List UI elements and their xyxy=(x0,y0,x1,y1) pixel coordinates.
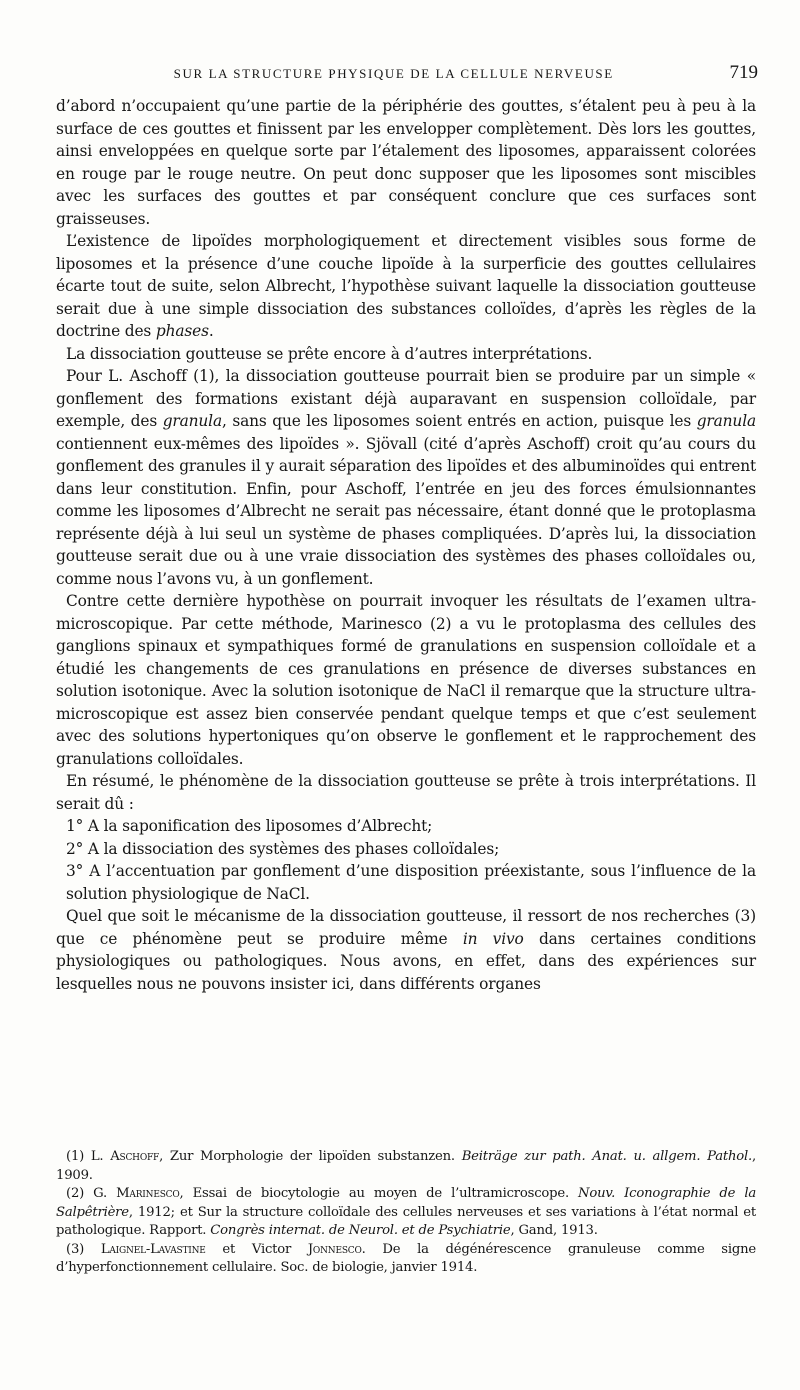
paragraph: Contre cette dernière hypothèse on pourrait invoquer les résultats de l’examen ultra-microscopique. Par cette méthode, Marinesco (2) a vu le protoplasma des cellules des ganglions spinaux et sympathiques formé de granulations en suspension colloïdale et a étudié les changements de ces granulations en présence de diverses substances en solution isotonique. Avec la solution isotonique de NaCl il remarque que la structure ultra-microscopique est assez bien conservée pendant quelque temps et que c’est seulement avec des solutions hypertoniques qu’on observe le gonflement et le rapprochement des granulations colloïdales. xyxy=(56,592,756,768)
paragraph: En résumé, le phénomène de la dissociation goutteuse se prête à trois interprétations. Il serait dû : xyxy=(56,772,756,813)
paragraph: Quel que soit le mécanisme de la dissociation goutteuse, il ressort de nos recherches (3) que ce phénomène peut se produire même in vivo dans certaines conditions physiologiques ou pathologiques. Nous avons, en effet, dans des expériences sur lesquelles nous ne pouvons insister ici, dans différents organes xyxy=(56,907,756,993)
footnote-3: (3) Laignel-Lavastine et Victor Jonnesco. De la dégénérescence granuleuse comme signe d’hyperfonctionnement cellulaire. Soc. de biologie, janvier 1914. xyxy=(56,1241,757,1275)
list-item: 1° A la saponification des liposomes d’Albrecht; xyxy=(66,817,433,835)
main-text xyxy=(56,95,756,995)
list-item: 3° A l’accentuation par gonflement d’une disposition préexistante, sous l’influence de la solution physiologique de NaCl. xyxy=(66,862,756,903)
footnotes xyxy=(56,1148,756,1278)
paragraph: L’existence de lipoïdes morphologiquement et directement visibles sous forme de liposomes et la présence d’une couche lipoïde à la surperficie des gouttes cellulaires écarte tout de suite, selon Albrecht, l’hypothèse suivant laquelle la dissociation goutteuse serait due à une simple dissociation des substances colloïdes, d’après les règles de la doctrine des phases. xyxy=(56,232,756,340)
paragraph: d’abord n’occupaient qu’une partie de la périphérie des gouttes, s’étalent peu à peu à la surface de ces gouttes et finissent par les envelopper complètement. Dès lors les gouttes, ainsi enveloppées en quelque sorte par l’étalement des liposomes, apparaissent colorées en rouge par le rouge neutre. On peut donc supposer que les liposomes sont miscibles avec les surfaces des gouttes et par conséquent conclure que ces surfaces sont graisseuses. xyxy=(56,97,756,228)
running-head: SUR LA STRUCTURE PHYSIQUE DE LA CELLULE NERVEUSE xyxy=(173,66,614,81)
paragraph: La dissociation goutteuse se prête encore à d’autres interprétations. xyxy=(66,344,593,363)
page-number: 719 xyxy=(729,62,758,83)
footnote-2: (2) G. Marinesco, Essai de biocytologie au moyen de l’ultramicroscope. Nouv. Iconographie de la Salpêtrière, 1912; et Sur la structure colloïdale des cellules nerveuses et ses variations à l’état normal et pathologique. Rapport. Congrès internat. de Neurol. et de Psychiatrie, Gand, 1913. xyxy=(56,1186,757,1238)
paragraph: Pour L. Aschoff (1), la dissociation goutteuse pourrait bien se produire par un simple « gonflement des formations existant déjà auparavant en suspension colloïdale, par exemple, des granula, sans que les liposomes soient entrés en action, puisque les granula contiennent eux-mêmes des lipoïdes ». Sjövall (cité d’après Aschoff) croit qu’au cours du gonflement des granules il y aurait séparation des lipoïdes et des albuminoïdes qui entrent dans leur constitution. Enfin, pour Aschoff, l’entrée en jeu des forces émulsionnantes comme les liposomes d’Albrecht ne serait pas nécessaire, étant donné que le protoplasma représente déjà à lui seul un système de phases compliquées. D’après lui, la dissociation goutteuse serait due ou à une vraie dissociation des systèmes des phases colloïdales ou, comme nous l’avons vu, à un gonflement. xyxy=(56,367,756,588)
page-header xyxy=(58,62,758,84)
footnote-1: (1) L. Aschoff, Zur Morphologie der lipoïden substanzen. Beiträge zur path. Anat. u. allgem. Pathol., 1909. xyxy=(56,1149,757,1183)
list-item: 2° A la dissociation des systèmes des phases colloïdales; xyxy=(66,839,500,858)
